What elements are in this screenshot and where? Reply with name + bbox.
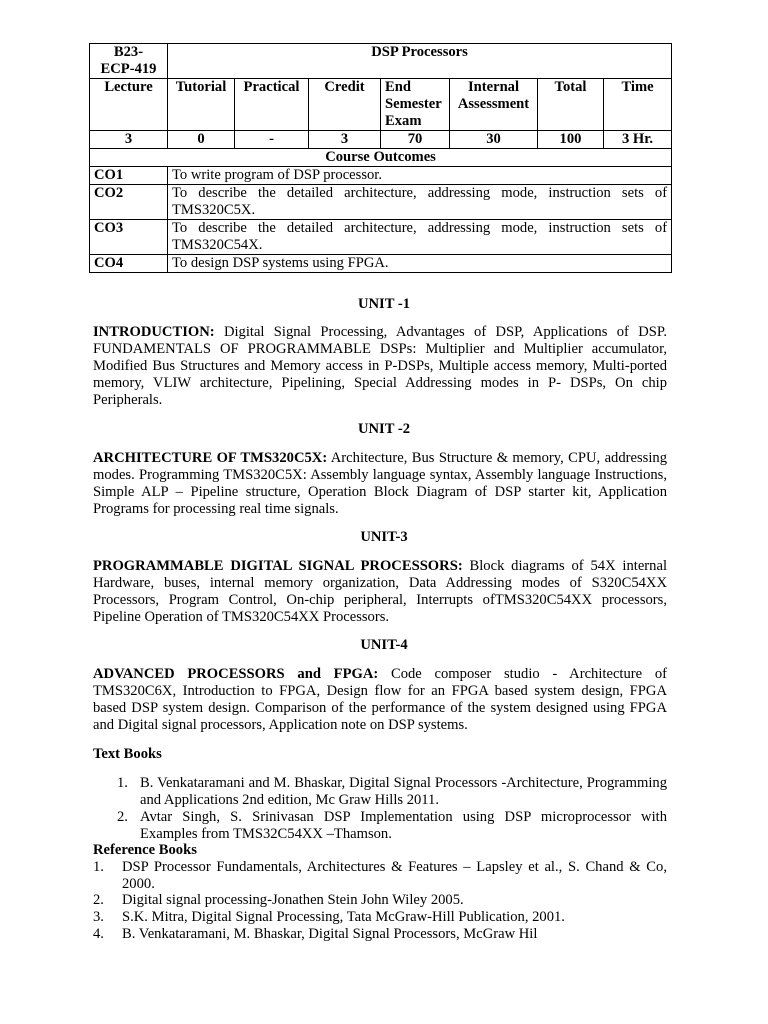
list-item xyxy=(117,775,667,809)
list-item-number: 1. xyxy=(117,775,128,791)
list-item-number: 1. xyxy=(93,859,104,875)
unit-2-body: Architecture, Bus Structure & memory, CPU, addressing modes. Programming TMS320C5X: Assembly language syntax, Assembly language Instructions, Simple ALP – Pipeline structure, Operation Block Diagram of DSP starter kit, Application Programs for processing real time signals. xyxy=(93,450,667,517)
value-lecture: 3 xyxy=(90,131,168,149)
list-item xyxy=(93,909,667,926)
outcome-text: To design DSP systems using FPGA. xyxy=(168,255,672,273)
value-end-semester-exam: 70 xyxy=(381,131,450,149)
outcome-code: CO4 xyxy=(90,255,168,273)
outcome-row xyxy=(90,220,672,255)
unit-1-body: Digital Signal Processing, Advantages of DSP, Applications of DSP. FUNDAMENTALS OF PROGRAMMABLE DSPs: Multiplier and Multiplier accumulator, Modified Bus Structures and Memory access in P-DSPs, Multiple access memory, Multi-ported memory, VLIW architecture, Pipelining, Special Addressing modes in P- DSPs, On chip Peripherals. xyxy=(93,324,667,408)
list-item-text: Avtar Singh, S. Srinivasan DSP Implementation using DSP microprocessor with Examples from TMS32C54XX –Thamson. xyxy=(140,809,667,842)
value-tutorial: 0 xyxy=(168,131,235,149)
text-books-list xyxy=(117,775,667,843)
unit-1-lead: INTRODUCTION: xyxy=(93,324,215,340)
outcome-text: To describe the detailed architecture, addressing mode, instruction sets of TMS320C5X. xyxy=(168,185,672,220)
unit-3-body: Block diagrams of 54X internal Hardware, buses, internal memory organization, Data Addressing modes of S320C54XX Processors, Program Control, On-chip peripheral, Interrupts ofTMS320C54XX processors, Pipeline Operation of TMS320C54XX Processors. xyxy=(93,558,667,625)
value-practical: - xyxy=(235,131,309,149)
value-total: 100 xyxy=(538,131,604,149)
outcome-code: CO2 xyxy=(90,185,168,220)
unit-2-lead: ARCHITECTURE OF TMS320C5X: xyxy=(93,450,328,466)
table-title-row xyxy=(90,44,672,79)
unit-3-lead: PROGRAMMABLE DIGITAL SIGNAL PROCESSORS: xyxy=(93,558,463,574)
list-item xyxy=(93,926,667,943)
outcome-row xyxy=(90,167,672,185)
unit-2-heading: UNIT -2 xyxy=(357,421,411,437)
value-time: 3 Hr. xyxy=(604,131,672,149)
list-item-text: B. Venkataramani and M. Bhaskar, Digital Signal Processors -Architecture, Programming and Applications 2nd edition, Mc Graw Hills 2011. xyxy=(140,775,667,808)
list-item-text: DSP Processor Fundamentals, Architectures & Features – Lapsley et al., S. Chand & Co, 2000. xyxy=(122,859,667,892)
header-end-semester-exam: End Semester Exam xyxy=(381,79,450,131)
unit-2-content xyxy=(93,450,667,518)
outcomes-heading: Course Outcomes xyxy=(90,149,672,167)
list-item xyxy=(117,809,667,843)
text-books-heading: Text Books xyxy=(93,746,162,762)
course-code: B23-ECP-419 xyxy=(90,44,168,79)
unit-1-content xyxy=(93,324,667,409)
list-item-text: S.K. Mitra, Digital Signal Processing, Tata McGraw-Hill Publication, 2001. xyxy=(122,909,565,925)
header-internal-assessment: Internal Assessment xyxy=(450,79,538,131)
table-values-row xyxy=(90,131,672,149)
unit-1-heading: UNIT -1 xyxy=(357,296,411,312)
unit-4-heading: UNIT-4 xyxy=(360,637,408,653)
unit-4-body: Code composer studio - Architecture of TMS320C6X, Introduction to FPGA, Design flow for an FPGA based system design, FPGA based DSP system design. Comparison of the performance of the system designed using FPGA and Digital signal processors, Application note on DSP systems. xyxy=(93,666,667,733)
reference-books-heading: Reference Books xyxy=(93,842,197,858)
header-tutorial: Tutorial xyxy=(168,79,235,131)
list-item xyxy=(93,892,667,909)
header-lecture: Lecture xyxy=(90,79,168,131)
outcome-text: To write program of DSP processor. xyxy=(168,167,672,185)
outcome-row xyxy=(90,255,672,273)
outcome-row xyxy=(90,185,672,220)
syllabus-table xyxy=(89,43,672,273)
list-item-text: B. Venkataramani, M. Bhaskar, Digital Signal Processors, McGraw Hil xyxy=(122,926,538,942)
outcomes-heading-row xyxy=(90,149,672,167)
list-item-number: 4. xyxy=(93,926,104,942)
unit-4-lead: ADVANCED PROCESSORS and FPGA: xyxy=(93,666,379,682)
value-credit: 3 xyxy=(309,131,381,149)
unit-3-heading: UNIT-3 xyxy=(360,529,408,545)
reference-books-list xyxy=(93,859,667,943)
header-time: Time xyxy=(604,79,672,131)
outcome-code: CO3 xyxy=(90,220,168,255)
header-practical: Practical xyxy=(235,79,309,131)
header-credit: Credit xyxy=(309,79,381,131)
list-item-number: 2. xyxy=(93,892,104,908)
table-header-row xyxy=(90,79,672,131)
list-item-number: 3. xyxy=(93,909,104,925)
list-item xyxy=(93,859,667,892)
course-title: DSP Processors xyxy=(168,44,672,79)
outcome-code: CO1 xyxy=(90,167,168,185)
unit-3-content xyxy=(93,558,667,626)
list-item-number: 2. xyxy=(117,809,128,825)
unit-4-content xyxy=(93,666,667,734)
header-total: Total xyxy=(538,79,604,131)
outcome-text: To describe the detailed architecture, addressing mode, instruction sets of TMS320C54X. xyxy=(168,220,672,255)
list-item-text: Digital signal processing-Jonathen Stein John Wiley 2005. xyxy=(122,892,464,908)
value-internal-assessment: 30 xyxy=(450,131,538,149)
